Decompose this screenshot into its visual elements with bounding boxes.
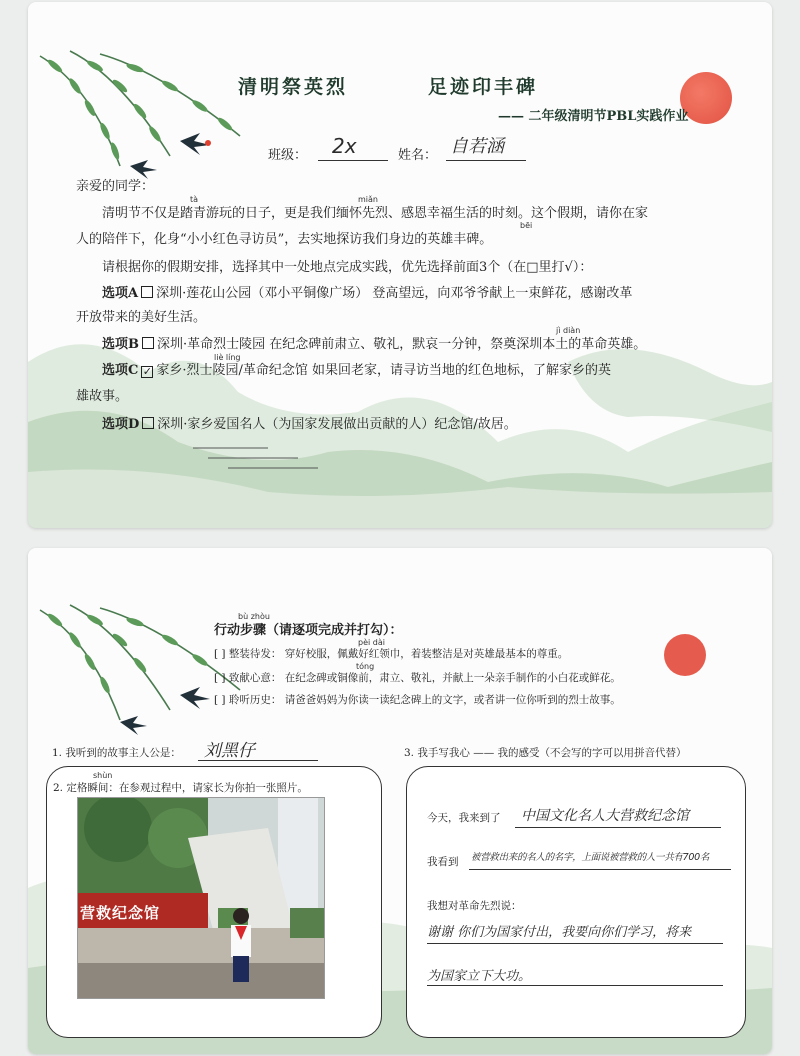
saw-field[interactable] — [469, 853, 731, 870]
worksheet-page-1 — [28, 2, 772, 528]
option-a-text: 深圳·莲花山公园（邓小平铜像广场） 登高望远，向邓爷爷献上一束鲜花，感谢改革 — [156, 286, 633, 301]
option-c-checkbox[interactable] — [141, 366, 153, 378]
red-sun-decoration-2 — [664, 634, 706, 676]
cloud-swirl-decoration — [188, 438, 328, 478]
option-c — [102, 362, 611, 380]
step-1-checkbox[interactable]: [ ] — [214, 648, 226, 660]
say-field-1[interactable] — [427, 925, 723, 944]
intro-line-1: 清明节不仅是踏青游玩的日子，更是我们缅怀先烈、感恩幸福生活的时刻。这个假期，请你在家 — [102, 206, 649, 221]
title-right: 足迹印丰碑 — [428, 76, 539, 98]
greeting: 亲爱的同学： — [76, 179, 155, 194]
option-d-text: 深圳·家乡爱国名人（为国家发展做出贡献的人）纪念馆/故居。 — [157, 417, 517, 432]
saw-label: 我看到 — [427, 856, 459, 868]
option-a-checkbox[interactable] — [141, 286, 153, 298]
option-b-text: 深圳·革命烈士陵园 在纪念碑前肃立、敬礼，默哀一分钟，祭奠深圳本土的革命英雄。 — [157, 337, 647, 352]
worksheet-page-2 — [28, 548, 772, 1054]
pinyin-jidian: jì diàn — [556, 326, 581, 335]
steps-title: 行动步骤（请逐项完成并打勾）： — [214, 623, 403, 638]
step-3-checkbox[interactable]: [ ] — [214, 694, 226, 706]
say-field-2[interactable] — [427, 967, 723, 986]
step-3-text: 请爸爸妈妈为你读一读纪念碑上的文字，或者讲一位你听到的烈士故事。 — [284, 694, 621, 706]
title-left: 清明祭英烈 — [238, 76, 349, 98]
q1-label: 1. 我听到的故事主人公是： — [52, 747, 181, 759]
step-2 — [214, 671, 621, 685]
today-value: 中国文化名人大营救纪念馆 — [521, 808, 689, 824]
step-2-name: 致献心意： — [228, 672, 282, 684]
willow-branch-decoration — [30, 46, 260, 196]
pinyin-tong: tóng — [356, 662, 375, 671]
name-label: 姓名： — [398, 148, 438, 163]
q2-label: 2. 定格瞬间：在参观过程中，请家长为你拍一张照片。 — [53, 782, 308, 794]
q1-answer: 刘黑仔 — [204, 741, 255, 761]
pinyin-ta: tà — [190, 195, 199, 204]
option-c-label: 选项C — [102, 363, 139, 378]
option-a-text-2: 开放带来的美好生活。 — [76, 310, 207, 325]
option-b — [102, 336, 646, 354]
name-field[interactable] — [446, 136, 526, 161]
today-label: 今天，我来到了 — [427, 812, 501, 824]
pinyin-buzhou: bù zhòu — [238, 612, 270, 621]
class-label: 班级： — [268, 148, 308, 163]
option-d — [102, 416, 517, 434]
option-c-text: 家乡·烈士陵园/革命纪念馆 如果回老家，请寻访当地的红色地标，了解家乡的英 — [156, 363, 612, 378]
today-field[interactable] — [515, 808, 721, 828]
memorial-photo[interactable] — [77, 797, 325, 999]
option-b-checkbox[interactable] — [142, 337, 154, 349]
q3-label: 3. 我手写我心 —— 我的感受（不会写的字可以用拼音代替） — [404, 747, 687, 759]
photo-sign-text: 营救纪念馆 — [80, 904, 161, 922]
pinyin-peidai: pèi dài — [358, 638, 385, 647]
feelings-panel — [406, 766, 746, 1038]
saw-value: 被营救出来的名人的名字，上面说被营救的人一共有700名 — [471, 852, 710, 863]
class-value: 2x — [332, 134, 357, 158]
option-a — [102, 285, 632, 303]
pinyin-shun: shùn — [93, 771, 113, 780]
option-d-checkbox[interactable] — [142, 417, 154, 429]
subtitle: —— 二年级清明节PBL实践作业 — [498, 109, 689, 124]
option-c-check-mark: ✓ — [142, 365, 152, 378]
option-b-label: 选项B — [102, 337, 139, 352]
option-a-label: 选项A — [102, 286, 139, 301]
pinyin-lieling: liè líng — [214, 353, 241, 362]
step-3 — [214, 693, 621, 707]
instruction: 请根据你的假期安排，选择其中一处地点完成实践，优先选择前面3个（在□里打√）： — [102, 260, 593, 275]
option-d-label: 选项D — [102, 417, 140, 432]
say-label: 我想对革命先烈说： — [427, 900, 522, 912]
q1-answer-field[interactable] — [198, 741, 318, 761]
step-1 — [214, 647, 568, 661]
memorial-photo-image — [78, 798, 324, 998]
step-2-text: 在纪念碑或铜像前，肃立、敬礼，并献上一朵亲手制作的小白花或鲜花。 — [284, 672, 621, 684]
option-c-text-2: 雄故事。 — [76, 389, 129, 404]
intro-line-2: 人的陪伴下，化身“小小红色寻访员”，去实地探访我们身边的英雄丰碑。 — [76, 232, 493, 247]
say-value-2: 为国家立下大功。 — [427, 969, 532, 984]
say-value-1: 谢谢 你们为国家付出，我要向你们学习，将来 — [427, 925, 692, 940]
step-2-checkbox[interactable]: [ ] — [214, 672, 226, 684]
pinyin-bei: bēi — [520, 221, 533, 230]
step-3-name: 聆听历史： — [228, 694, 282, 706]
photo-panel — [46, 766, 382, 1038]
name-value: 自若涵 — [450, 136, 504, 157]
step-1-text: 穿好校服，佩戴好红领巾，着装整洁是对英雄最基本的尊重。 — [284, 648, 569, 660]
pinyin-mian: miǎn — [358, 195, 378, 204]
step-1-name: 整装待发： — [228, 648, 282, 660]
class-field[interactable] — [318, 134, 388, 161]
